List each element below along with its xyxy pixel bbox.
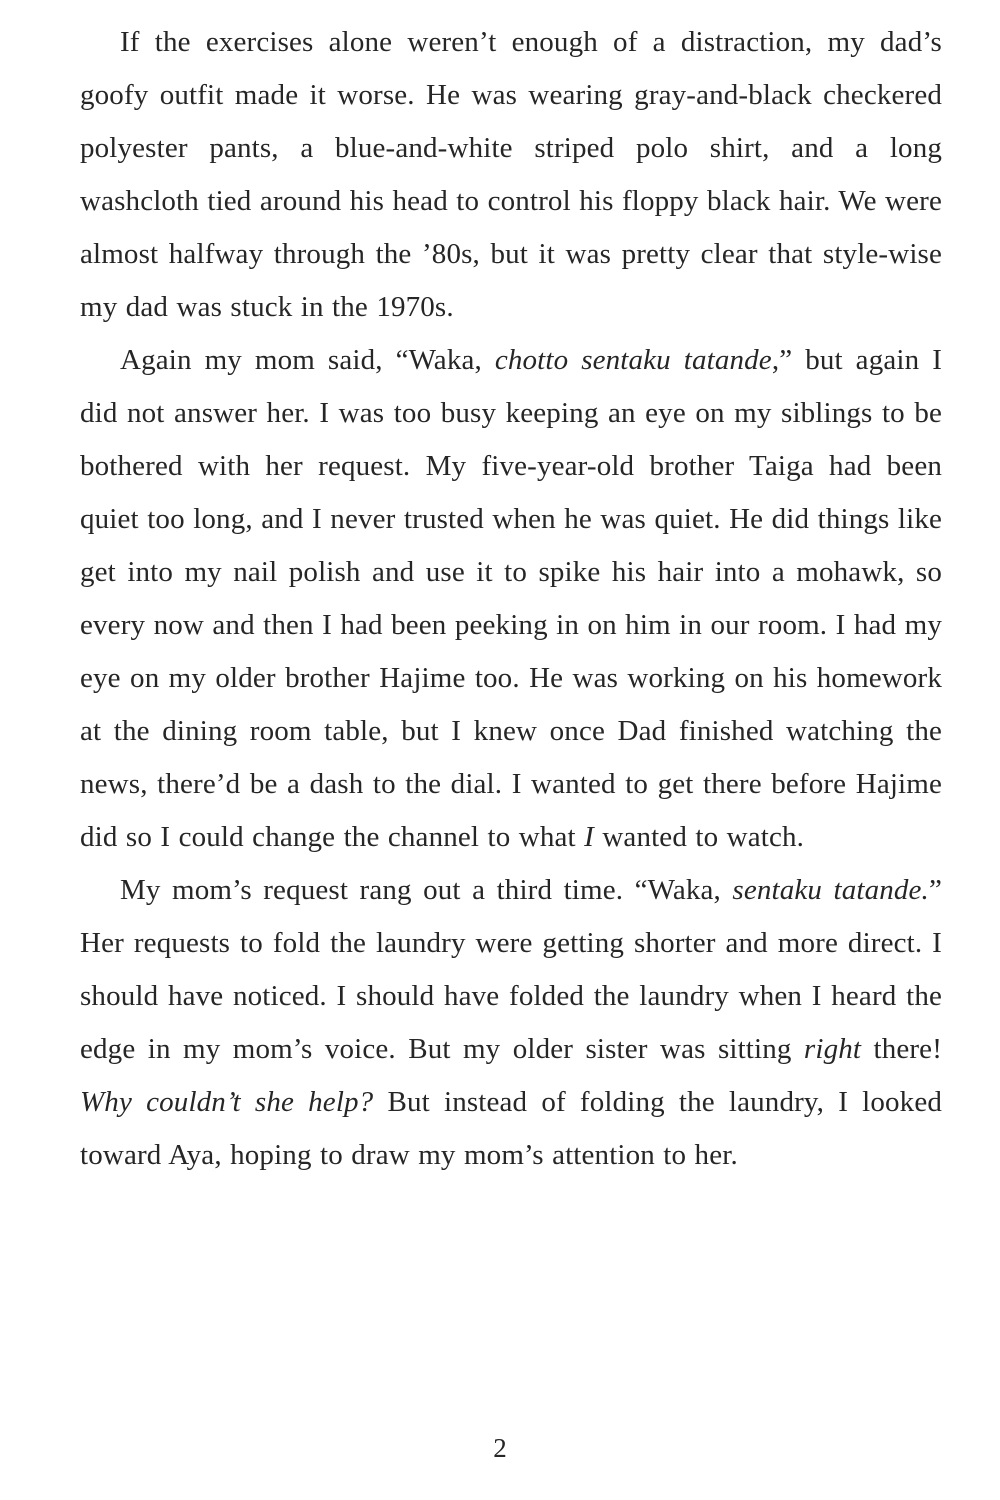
paragraph: [80, 16, 942, 334]
text-run: If the exercises alone weren’t enough of a distraction, my dad’s goofy outfit made it worse. He was wearing gray-and-black checkered polyester pants, a blue-and-white striped polo shirt, and a long washcloth tied around his head to control his floppy black hair. We were almost halfway through the ’80s, but it was pretty clear that style-wise my dad was stuck in the 1970s.: [80, 26, 942, 323]
italic-text-run: sentaku tatande.: [732, 874, 929, 906]
paragraph: [80, 334, 942, 864]
italic-text-run: right: [803, 1033, 862, 1065]
text-run: Again my mom said, “Waka,: [120, 344, 495, 376]
page-text: [80, 16, 942, 1182]
text-run: My mom’s request rang out a third time. “Waka,: [120, 874, 733, 906]
text-run: ” Her requests to fold the laundry were getting shorter and more direct. I should have noticed. I should have folded the laundry when I heard the edge in my mom’s voice. But my older sister was sitting: [80, 874, 942, 1065]
italic-text-run: I: [584, 821, 594, 853]
text-run: ,” but again I did not answer her. I was too busy keeping an eye on my siblings to be bothered with her request. My five-year-old brother Taiga had been quiet too long, and I never trusted when he was quiet. He did things like get into my nail polish and use it to spike his hair into a mohawk, so every now and then I had been peeking in on him in our room. I had my eye on my older brother Hajime too. He was working on his homework at the dining room table, but I knew once Dad finished watching the news, there’d be a dash to the dial. I wanted to get there before Hajime did so I could change the channel to what: [80, 344, 942, 853]
page-number: 2: [493, 1433, 507, 1463]
text-run: there!: [861, 1033, 942, 1065]
text-run: But instead of folding the laundry, I looked toward Aya, hoping to draw my mom’s attention to her.: [80, 1086, 942, 1171]
italic-text-run: Why couldn’t she help?: [80, 1086, 374, 1118]
paragraph: [80, 864, 942, 1182]
text-run: wanted to watch.: [593, 821, 805, 853]
italic-text-run: chotto sentaku tatande: [494, 344, 772, 376]
